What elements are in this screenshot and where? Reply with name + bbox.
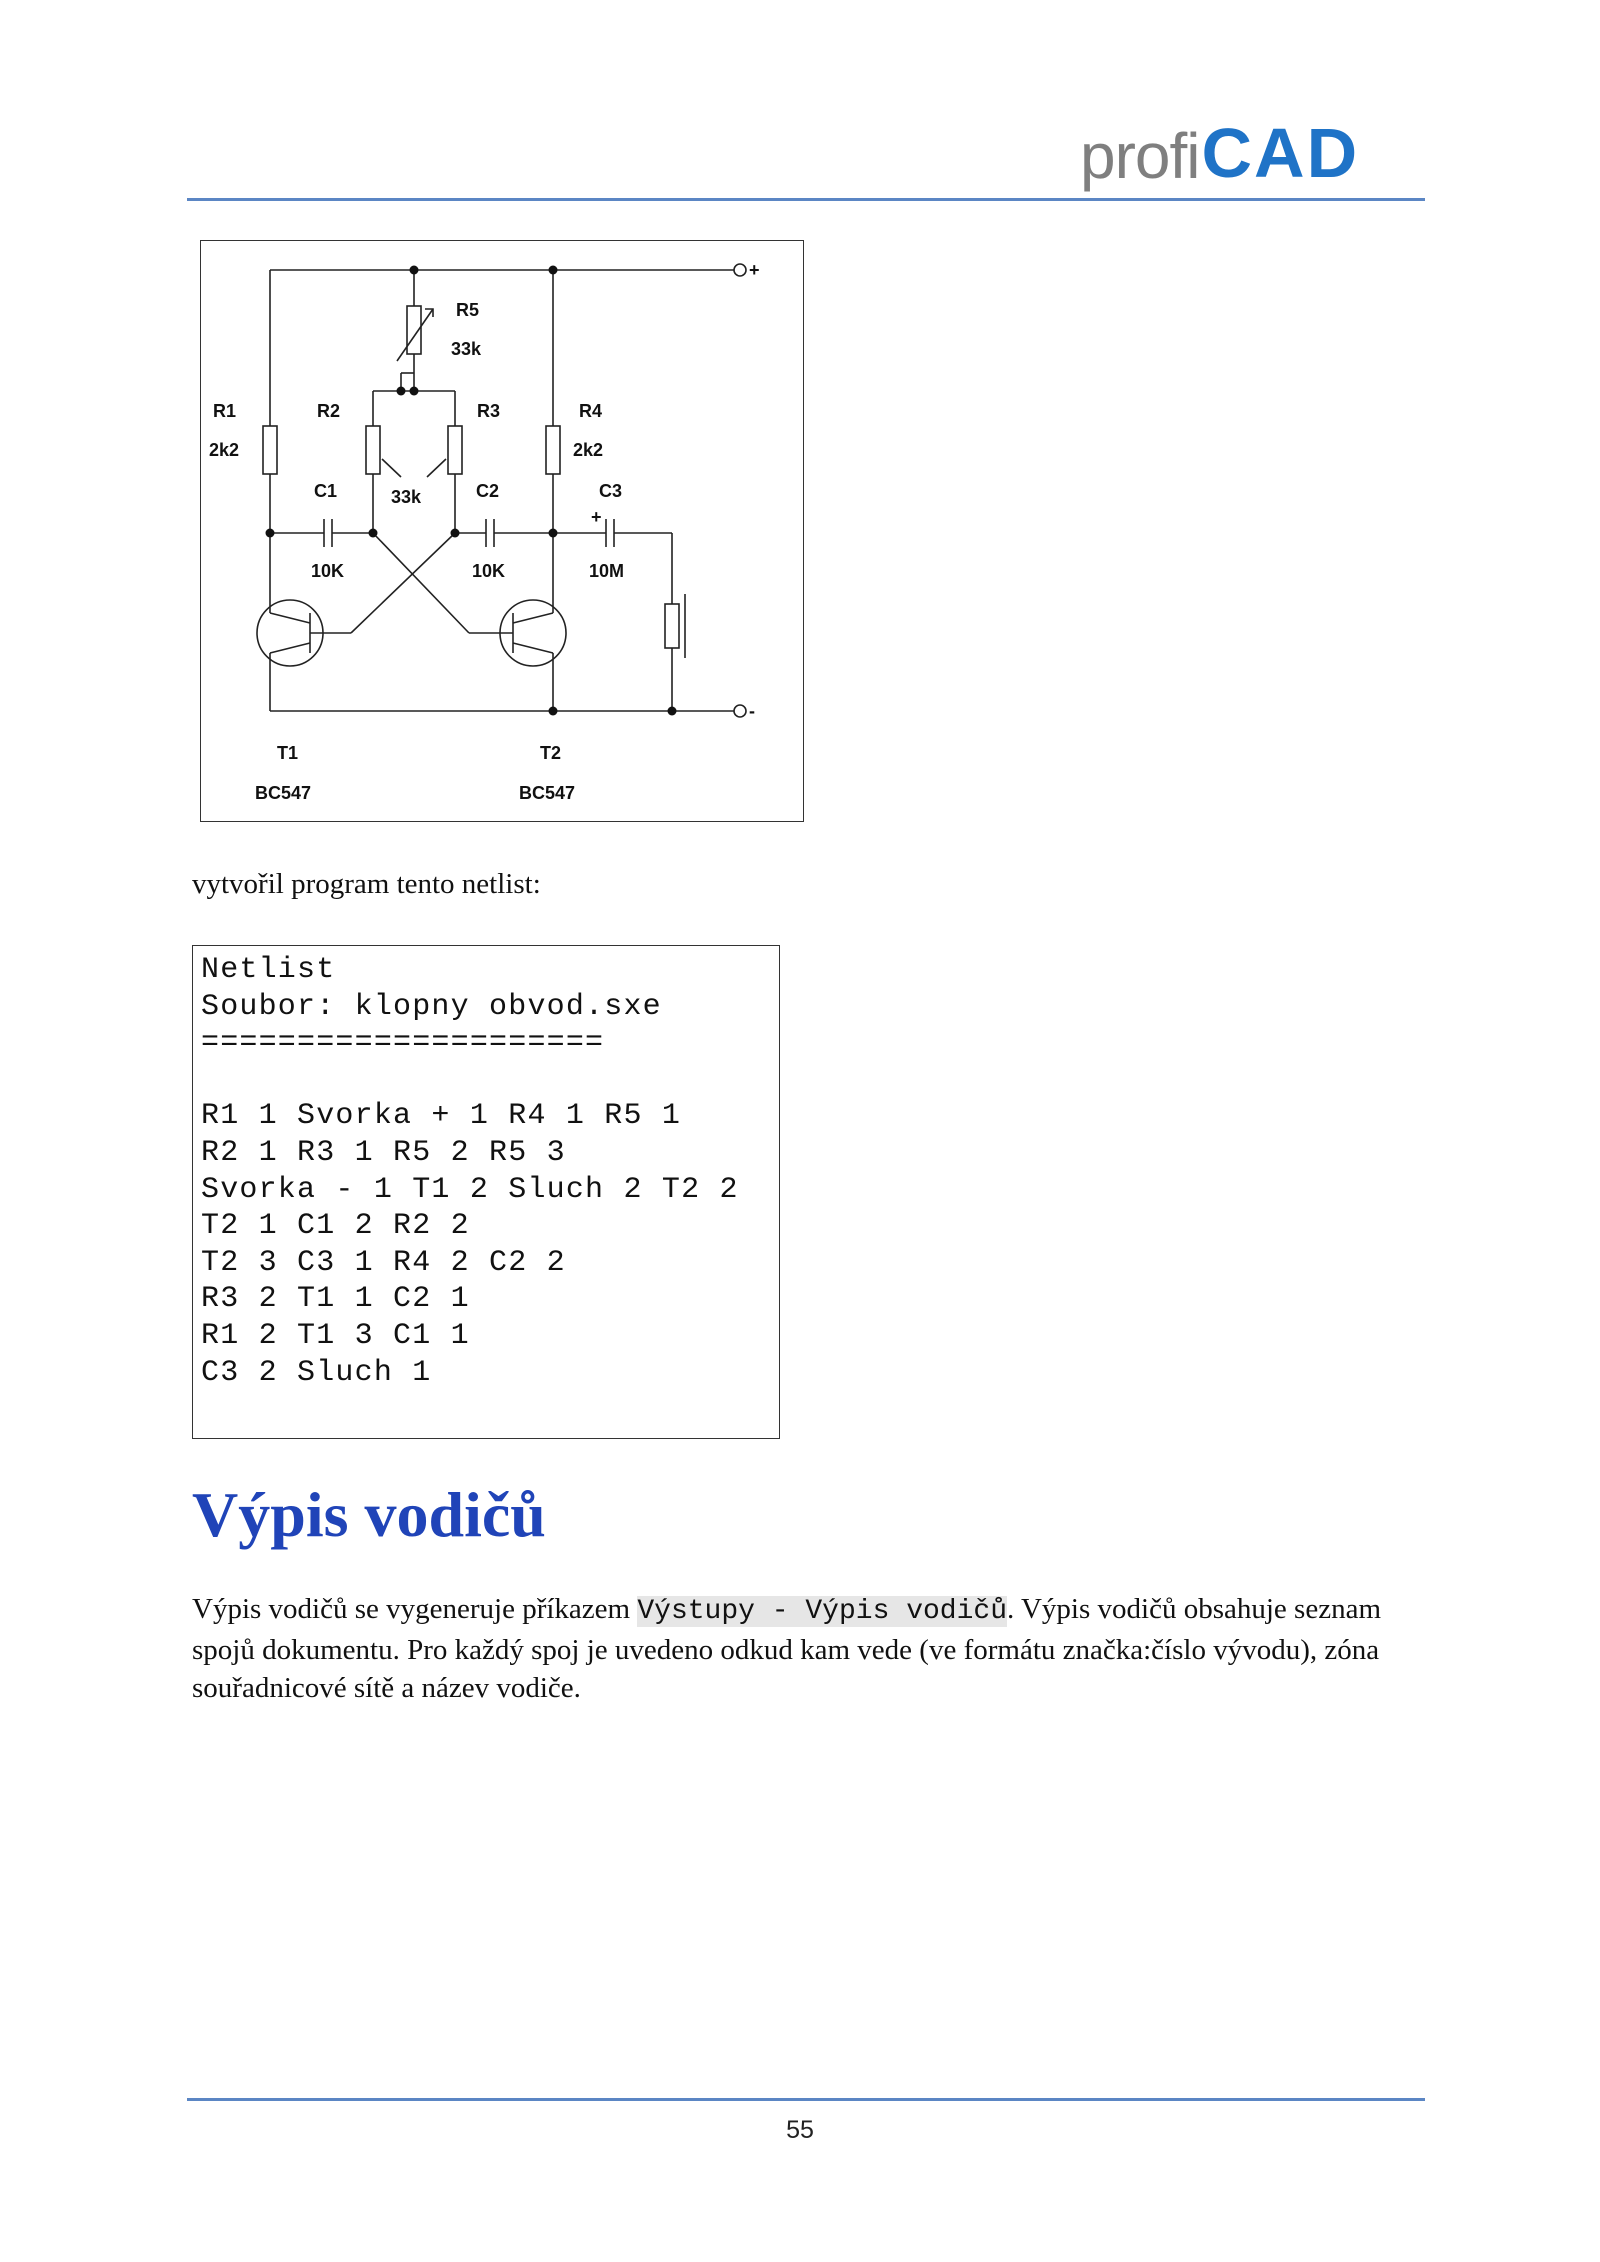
t2-type: BC547	[519, 783, 576, 803]
r3-label: R3	[477, 401, 501, 421]
netlist-line: Soubor: klopny obvod.sxe	[201, 989, 662, 1024]
logo-profi-text: profi	[1080, 120, 1200, 192]
netlist-line: T2 1 C1 2 R2 2	[201, 1209, 470, 1244]
c3-value: 10M	[589, 561, 625, 581]
paragraph-intro: Výpis vodičů se vygeneruje příkazem	[192, 1593, 638, 1625]
netlist-line	[201, 1062, 779, 1099]
netlist-line: R1 1 Svorka + 1 R4 1 R5 1	[201, 1099, 682, 1134]
circuit-schematic	[200, 240, 804, 822]
c2-label: C2	[476, 481, 500, 501]
r4-label: R4	[579, 401, 603, 421]
r1-label: R1	[213, 401, 237, 421]
menu-command: Výstupy - Výpis vodičů	[637, 1596, 1008, 1627]
section-paragraph	[192, 1590, 1422, 1707]
netlist-line: T2 3 C3 1 R4 2 C2 2	[201, 1245, 566, 1280]
netlist-line: =====================	[201, 1026, 605, 1061]
footer-rule	[187, 2098, 1425, 2101]
c2-value: 10K	[472, 561, 506, 581]
c1-value: 10K	[311, 561, 345, 581]
t2-label: T2	[540, 743, 562, 763]
paragraph-rest: . Výpis vodičů obsahuje seznam spojů dokumentu. Pro každý spoj je uvedeno odkud kam vede (ve formátu značka:číslo vývodu), zóna souřadnicové sítě a název vodiče.	[192, 1593, 1381, 1704]
netlist-line: C3 2 Sluch 1	[201, 1355, 432, 1390]
r5-value: 33k	[451, 339, 482, 359]
netlist-caption: vytvořil program tento netlist:	[192, 868, 541, 900]
t1-type: BC547	[255, 783, 312, 803]
r4-value: 2k2	[573, 440, 604, 460]
netlist-line: Netlist	[201, 953, 336, 987]
logo-cad-text: CAD	[1201, 114, 1360, 192]
page-number: 55	[786, 2116, 814, 2144]
r1-value: 2k2	[209, 440, 240, 460]
schematic-drawing	[201, 241, 803, 821]
section-heading: Výpis vodičů	[192, 1479, 546, 1550]
r2-r3-value: 33k	[391, 487, 422, 507]
netlist-line: R3 2 T1 1 C2 1	[201, 1282, 470, 1317]
netlist-line: Svorka - 1 T1 2 Sluch 2 T2 2	[201, 1172, 739, 1207]
r2-label: R2	[317, 401, 341, 421]
c3-label: C3	[599, 481, 623, 501]
c1-label: C1	[314, 481, 338, 501]
netlist-box	[192, 945, 780, 1439]
t1-label: T1	[277, 743, 299, 763]
netlist-line: R1 2 T1 3 C1 1	[201, 1318, 470, 1353]
netlist-line: R2 1 R3 1 R5 2 R5 3	[201, 1135, 566, 1170]
terminal-plus-label: +	[749, 260, 760, 280]
proficad-logo	[1080, 108, 1360, 192]
header-rule	[187, 198, 1425, 201]
c3-polarity: +	[591, 507, 602, 527]
r5-label: R5	[456, 300, 480, 320]
terminal-minus-label: -	[749, 701, 755, 721]
